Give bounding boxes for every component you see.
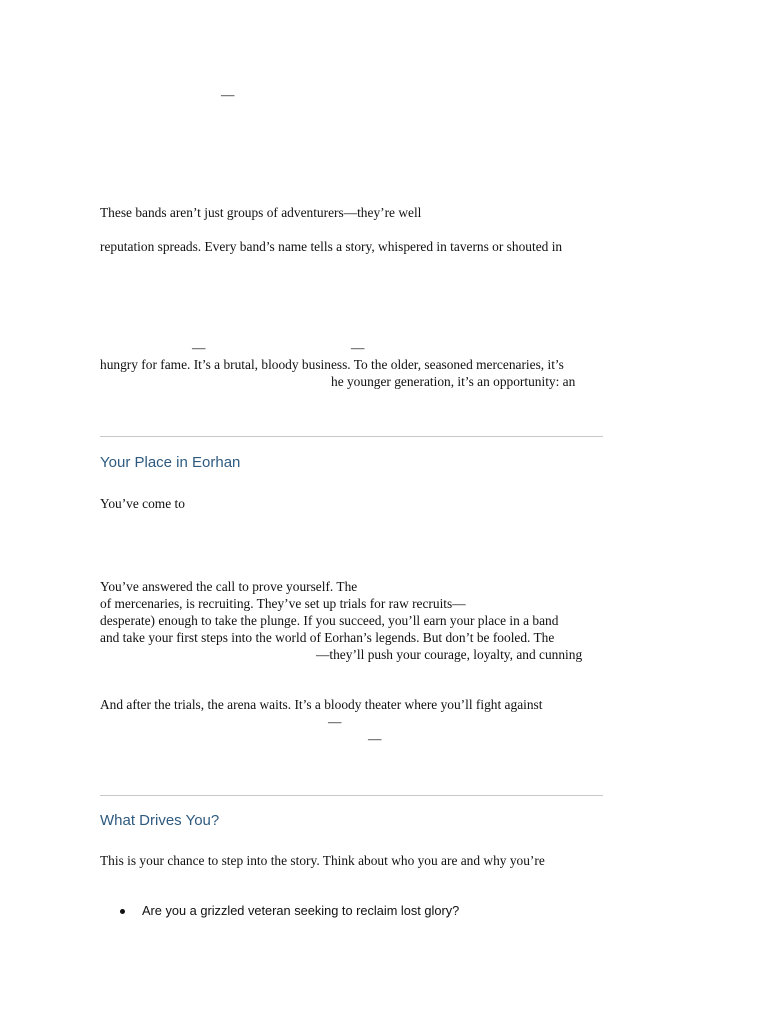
em-dash: — — [221, 87, 235, 102]
place-paragraph-2-line-3: desperate) enough to take the plunge. If you succeed, you’ll earn your place in a band — [100, 613, 559, 628]
em-dash: — — [328, 714, 342, 729]
place-paragraph-2-line-4: and take your first steps into the world of Eorhan’s legends. But don’t be fooled. The — [100, 630, 555, 645]
place-paragraph-1: You’ve come to — [100, 496, 185, 511]
place-paragraph-3-line-1: And after the trials, the arena waits. It’s a bloody theater where you’ll fight against — [100, 697, 543, 712]
intro-paragraph-line-1: These bands aren’t just groups of adventurers—they’re well — [100, 205, 422, 220]
list-item-text: Are you a grizzled veteran seeking to reclaim lost glory? — [142, 903, 460, 918]
em-dash: — — [351, 340, 365, 355]
section-divider — [100, 436, 603, 437]
bullet-icon — [120, 909, 125, 914]
intro-paragraph-2-line-1: hungry for fame. It’s a brutal, bloody business. To the older, seasoned mercenaries, it’s — [100, 357, 564, 372]
intro-paragraph-line-2: reputation spreads. Every band’s name tells a story, whispered in taverns or shouted in — [100, 239, 563, 254]
list-item — [100, 902, 459, 919]
em-dash: — — [368, 731, 382, 746]
section-heading-your-place: Your Place in Eorhan — [100, 454, 241, 471]
em-dash: — — [192, 340, 206, 355]
place-paragraph-2-line-5: —they’ll push your courage, loyalty, and cunning — [316, 647, 583, 662]
place-paragraph-2-line-1: You’ve answered the call to prove yourself. The — [100, 579, 358, 594]
intro-paragraph-2-line-2: he younger generation, it’s an opportunity: an — [331, 374, 576, 389]
place-paragraph-2-line-2: of mercenaries, is recruiting. They’ve set up trials for raw recruits— — [100, 596, 466, 611]
drives-paragraph-1: This is your chance to step into the story. Think about who you are and why you’re — [100, 853, 545, 868]
section-divider — [100, 795, 603, 796]
section-heading-what-drives-you: What Drives You? — [100, 812, 220, 829]
question-list — [100, 902, 459, 919]
